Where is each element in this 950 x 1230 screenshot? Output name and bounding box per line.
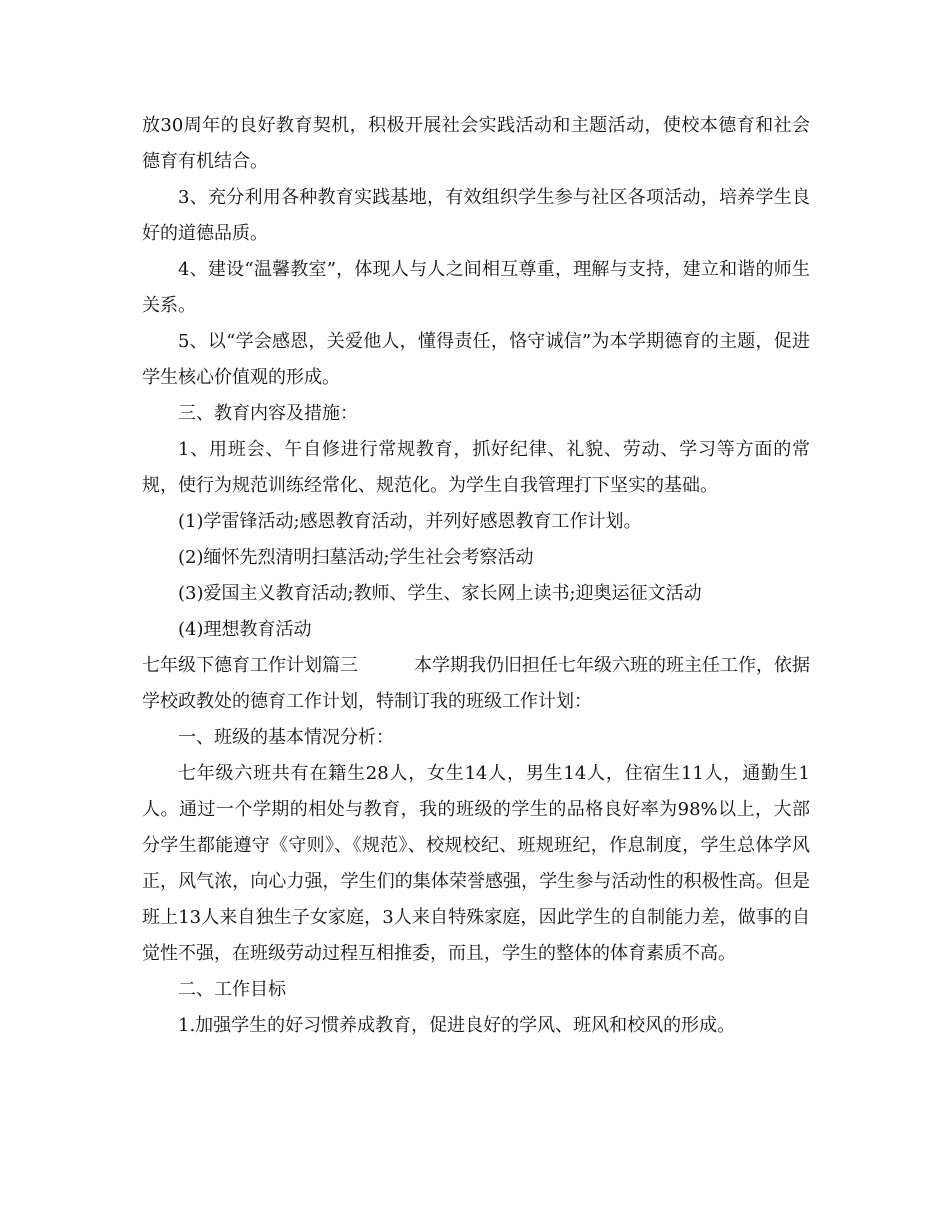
paragraph: 4、建设“温馨教室”，体现人与人之间相互尊重，理解与支持，建立和谐的师生关系。 bbox=[142, 259, 810, 316]
article-title: 七年级下德育工作计划篇三 bbox=[142, 655, 358, 676]
document-body bbox=[142, 108, 810, 1044]
list-item: (3)爱国主义教育活动;教师、学生、家长网上读书;迎奥运征文活动 bbox=[178, 583, 702, 604]
paragraph: 七年级六班共有在籍生28人，女生14人，男生14人，住宿生11人，通勤生1人。通过一个学期的相处与教育，我的班级的学生的品格良好率为98%以上，大部分学生都能遵守《守则》、《规范》、校规校纪、班规班纪，作息制度，学生总体学风正，风气浓，向心力强，学生们的集体荣誉感强，学生参与活动性的积极性高。但是班上13人来自独生子女家庭，3人来自特殊家庭，因此学生的自制能力差，做事的自觉性不强，在班级劳动过程互相推委，而且，学生的整体的体育素质不高。 bbox=[142, 763, 810, 964]
paragraph: 1、用班会、午自修进行常规教育，抓好纪律、礼貌、劳动、学习等方面的常规，使行为规范训练经常化、规范化。为学生自我管理打下坚实的基础。 bbox=[142, 439, 810, 496]
article-intro: 本学期我仍旧担任七年级六班的班主任工作，依据学校政教处的德育工作计划，特制订我的班级工作计划： bbox=[142, 655, 810, 712]
paragraph: 放30周年的良好教育契机，积极开展社会实践活动和主题活动，使校本德育和社会德育有机结合。 bbox=[142, 115, 810, 172]
section-heading: 一、班级的基本情况分析： bbox=[178, 727, 394, 748]
list-item: (2)缅怀先烈清明扫墓活动;学生社会考察活动 bbox=[178, 547, 534, 568]
paragraph: 3、充分利用各种教育实践基地，有效组织学生参与社区各项活动，培养学生良好的道德品质。 bbox=[142, 187, 810, 244]
list-item: (4)理想教育活动 bbox=[178, 619, 312, 640]
section-heading: 三、教育内容及措施： bbox=[178, 403, 358, 424]
section-heading: 二、工作目标 bbox=[178, 979, 286, 1000]
list-item: (1)学雷锋活动;感恩教育活动，并列好感恩教育工作计划。 bbox=[178, 511, 642, 532]
paragraph: 1.加强学生的好习惯养成教育，促进良好的学风、班风和校风的形成。 bbox=[178, 1015, 736, 1036]
section-intro-paragraph bbox=[142, 648, 810, 720]
paragraph: 5、以“学会感恩，关爱他人，懂得责任，恪守诚信”为本学期德育的主题，促进学生核心价值观的形成。 bbox=[142, 331, 810, 388]
